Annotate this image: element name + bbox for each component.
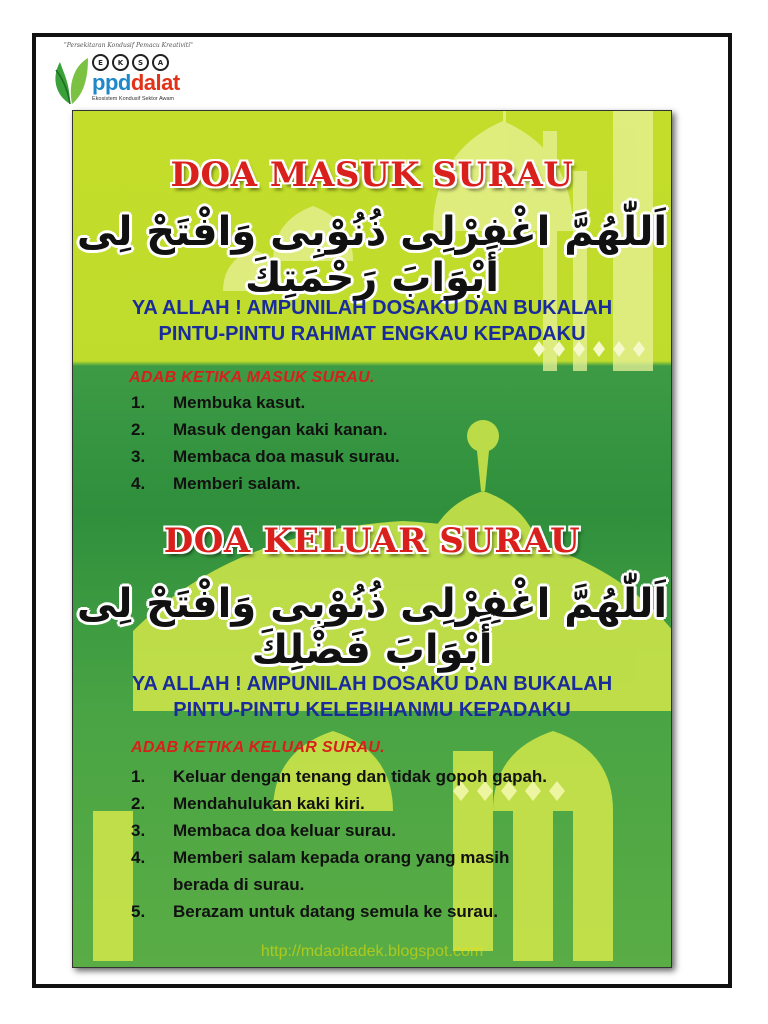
list-item-number [131, 871, 173, 898]
list-item [131, 844, 547, 871]
doa-masuk-meaning-line2: PINTU-PINTU RAHMAT ENGKAU KEPADAKU [158, 323, 586, 345]
list-item-text: Membuka kasut. [173, 393, 306, 412]
list-item [131, 416, 400, 443]
logo-circles [92, 54, 169, 71]
adab-masuk-heading: ADAB KETIKA MASUK SURAU. [129, 369, 375, 386]
watermark-url: http://mdaoitadek.blogspot.com [260, 943, 484, 960]
list-item-number: 4. [131, 474, 146, 493]
logo-brand-dalat: dalat [130, 70, 180, 95]
logo-tagline: "Persekitaran Kondusif Pemacu Kreativiti" [64, 42, 193, 49]
adab-masuk-list [131, 389, 400, 497]
list-item-text: Keluar dengan tenang dan tidak gopoh gapah. [173, 767, 548, 786]
list-item-text: Membaca doa keluar surau. [173, 821, 396, 840]
list-item-number: 2. [131, 420, 146, 439]
doa-masuk-meaning [73, 295, 671, 347]
list-item [131, 443, 400, 470]
list-item-number: 1. [131, 393, 146, 412]
list-item-text: Masuk dengan kaki kanan. [173, 420, 388, 439]
logo-circle-s: S [132, 54, 149, 71]
list-item [131, 389, 400, 416]
list-item-text: berada di surau. [173, 875, 305, 894]
list-item-number: 3. [131, 447, 146, 466]
list-item [131, 898, 547, 925]
logo-subtitle: Ekosistem Kondusif Sektor Awam [92, 96, 175, 102]
logo-brand [92, 72, 180, 94]
list-item-text: Berazam untuk datang semula ke surau. [173, 902, 498, 921]
doa-masuk-arabic: اَللّٰهُمَّ اغْفِرْلِى ذُنُوْبِى وَافْتَحْ لِى أَبْوَابَ رَحْمَتِكَ [76, 209, 668, 301]
doa-keluar-meaning-line2: PINTU-PINTU KELEBIHANMU KEPADAKU [173, 699, 571, 721]
list-item-number: 3. [131, 821, 146, 840]
logo-circle-a: A [152, 54, 169, 71]
list-item-number: 4. [131, 848, 146, 867]
list-item-text: Mendahulukan kaki kiri. [173, 794, 365, 813]
list-item [131, 470, 400, 497]
list-item-number: 2. [131, 794, 146, 813]
list-item [131, 763, 547, 790]
logo-brand-ppd: ppd [92, 70, 131, 95]
doa-keluar-meaning-line1: YA ALLAH ! AMPUNILAH DOSAKU DAN BUKALAH [131, 673, 613, 695]
adab-keluar-list [131, 763, 547, 925]
list-item [131, 817, 547, 844]
list-item [131, 871, 547, 898]
list-item-text: Memberi salam. [173, 474, 301, 493]
list-item-number: 1. [131, 767, 146, 786]
adab-keluar-heading: ADAB KETIKA KELUAR SURAU. [131, 739, 386, 756]
doa-keluar-arabic: اَللّٰهُمَّ اغْفِرْلِى ذُنُوْبِى وَافْتَحْ لِى أَبْوَابَ فَضْلِكَ [76, 581, 668, 673]
list-item [131, 790, 547, 817]
list-item-text: Membaca doa masuk surau. [173, 447, 400, 466]
ppd-dalat-logo [50, 40, 210, 106]
doa-keluar-title: DOA KELUAR SURAU [163, 521, 581, 561]
list-item-text: Memberi salam kepada orang yang masih [173, 848, 510, 867]
logo-circle-k: K [112, 54, 129, 71]
doa-masuk-meaning-line1: YA ALLAH ! AMPUNILAH DOSAKU DAN BUKALAH [131, 297, 613, 319]
list-item-number: 5. [131, 902, 146, 921]
doa-surau-poster [72, 110, 672, 968]
leaf-icon [50, 50, 90, 106]
doa-keluar-meaning [73, 671, 671, 723]
logo-circle-e: E [92, 54, 109, 71]
doa-masuk-title: DOA MASUK SURAU [170, 155, 574, 195]
